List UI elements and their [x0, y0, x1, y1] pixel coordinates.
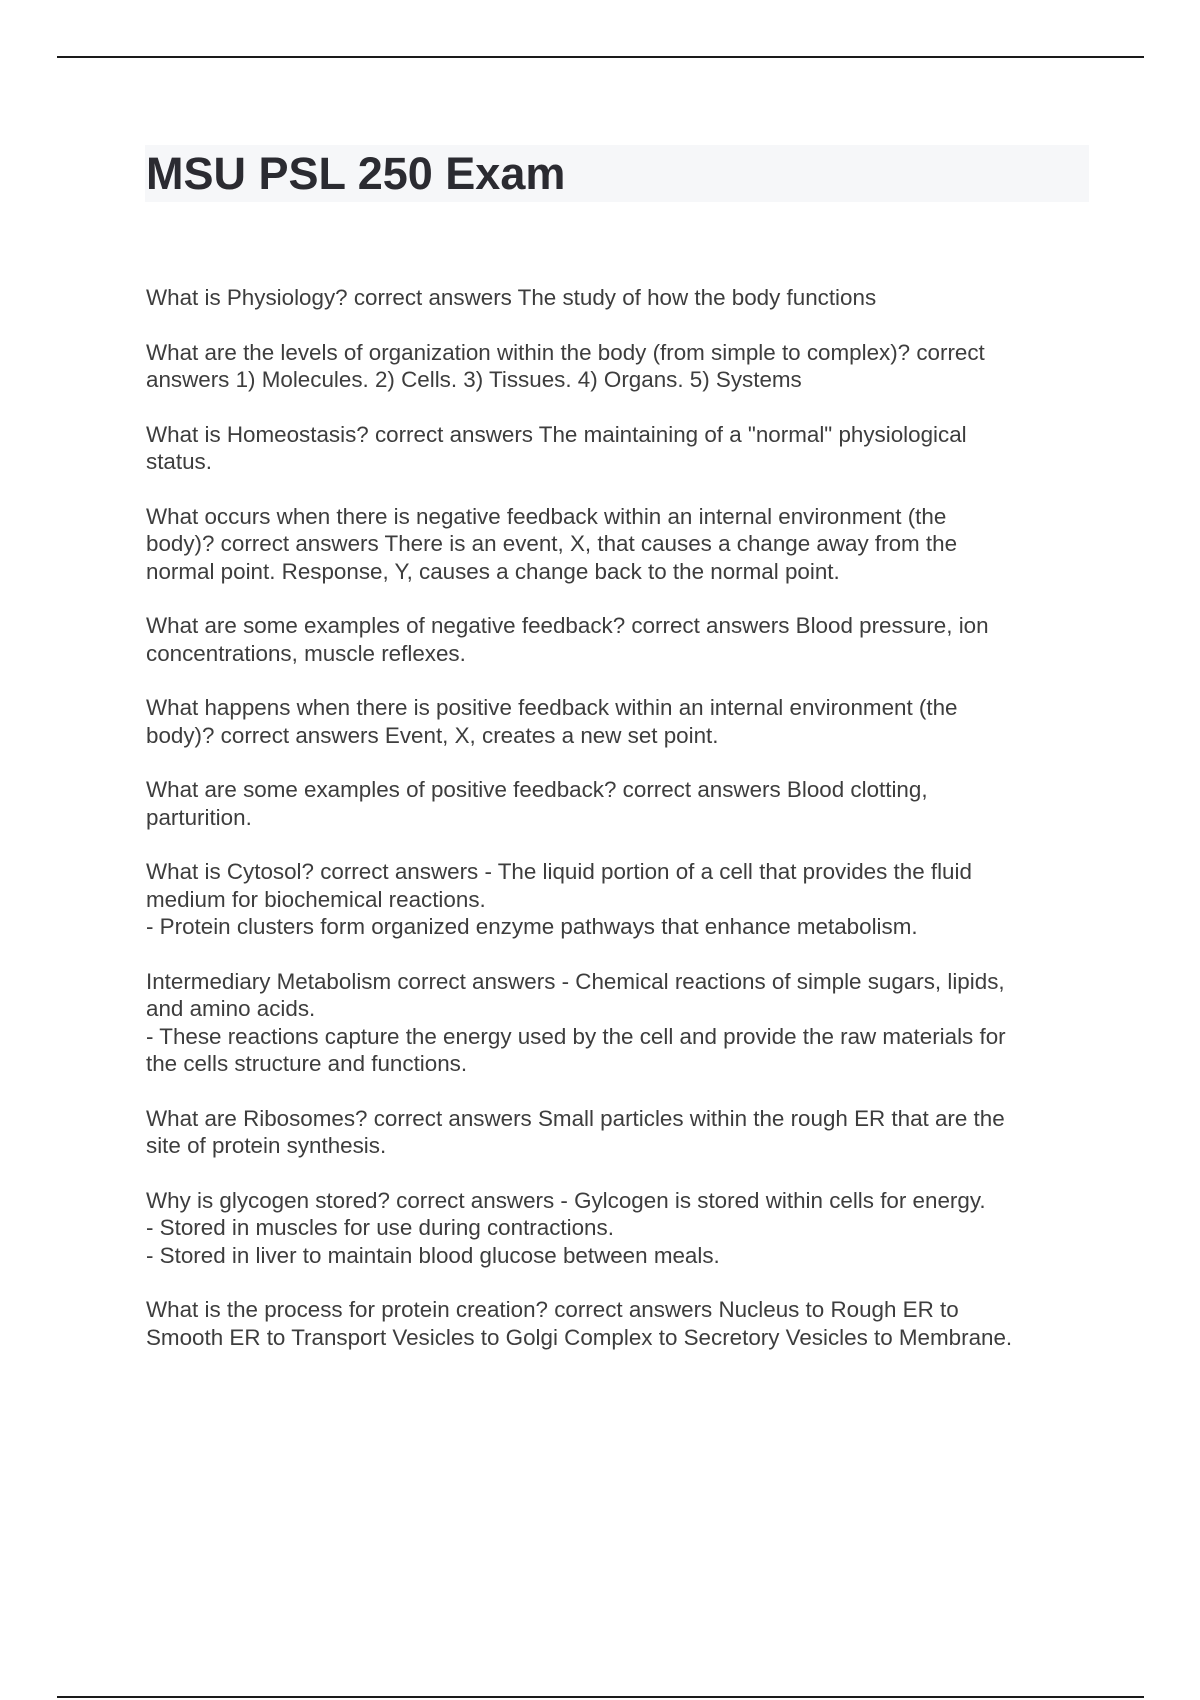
qa-text-line: Intermediary Metabolism correct answers - Chemical reactions of simple sugars, lipids, [146, 968, 1005, 994]
qa-item [146, 776, 1094, 831]
qa-item [146, 1296, 1094, 1351]
qa-item [146, 503, 1094, 586]
qa-text-line: What is Physiology? correct answers The study of how the body functions [146, 285, 877, 310]
qa-text-line: - These reactions capture the energy used by the cell and provide the raw materials for [146, 1023, 1006, 1049]
qa-text-line: body)? correct answers Event, X, creates a new set point. [146, 722, 719, 748]
qa-text-line: answers 1) Molecules. 2) Cells. 3) Tissues. 4) Organs. 5) Systems [146, 367, 802, 392]
qa-item [146, 968, 1094, 1078]
qa-item [146, 284, 1094, 312]
qa-text-line: Smooth ER to Transport Vesicles to Golgi Complex to Secretory Vesicles to Membrane. [146, 1324, 1013, 1350]
qa-text-line: What are Ribosomes? correct answers Small particles within the rough ER that are the [146, 1105, 1005, 1131]
qa-item [146, 339, 1094, 394]
qa-text-line: Why is glycogen stored? correct answers - Gylcogen is stored within cells for energy. [146, 1187, 986, 1213]
qa-text-line: - Protein clusters form organized enzyme pathways that enhance metabolism. [146, 914, 918, 939]
qa-item [146, 612, 1094, 667]
qa-text-line: - Stored in liver to maintain blood glucose between meals. [146, 1242, 720, 1268]
qa-text-line: What is the process for protein creation? correct answers Nucleus to Rough ER to [146, 1297, 959, 1322]
qa-item [146, 858, 1094, 941]
page-title: MSU PSL 250 Exam [146, 148, 566, 199]
qa-text-line: medium for biochemical reactions. [146, 886, 486, 912]
qa-text-line: What is Cytosol? correct answers - The liquid portion of a cell that provides the fluid [146, 859, 972, 884]
qa-text-line: What are some examples of positive feedback? correct answers Blood clotting, [146, 777, 928, 802]
bottom-rule [57, 1696, 1144, 1698]
qa-text-line: What are some examples of negative feedback? correct answers Blood pressure, ion [146, 613, 989, 638]
qa-text-line: and amino acids. [146, 996, 316, 1021]
qa-text-line: What happens when there is positive feedback within an internal environment (the [146, 695, 958, 720]
qa-text-line: concentrations, muscle reflexes. [146, 640, 466, 666]
qa-text-line: parturition. [146, 804, 252, 830]
qa-item [146, 1187, 1094, 1270]
qa-text-line: the cells structure and functions. [146, 1051, 468, 1076]
qa-item [146, 1105, 1094, 1160]
qa-item [146, 694, 1094, 749]
qa-text-line: What are the levels of organization within the body (from simple to complex)? correct [146, 339, 985, 365]
top-rule [57, 56, 1144, 58]
qa-text-line: What occurs when there is negative feedback within an internal environment (the [146, 503, 947, 529]
qa-list [146, 284, 1094, 1378]
qa-text-line: - Stored in muscles for use during contractions. [146, 1215, 614, 1240]
qa-text-line: normal point. Response, Y, causes a change back to the normal point. [146, 558, 840, 584]
qa-text-line: status. [146, 449, 212, 474]
qa-item [146, 421, 1094, 476]
qa-text-line: What is Homeostasis? correct answers The maintaining of a "normal" physiological [146, 421, 967, 447]
qa-text-line: site of protein synthesis. [146, 1133, 387, 1158]
qa-text-line: body)? correct answers There is an event, X, that causes a change away from the [146, 531, 958, 556]
